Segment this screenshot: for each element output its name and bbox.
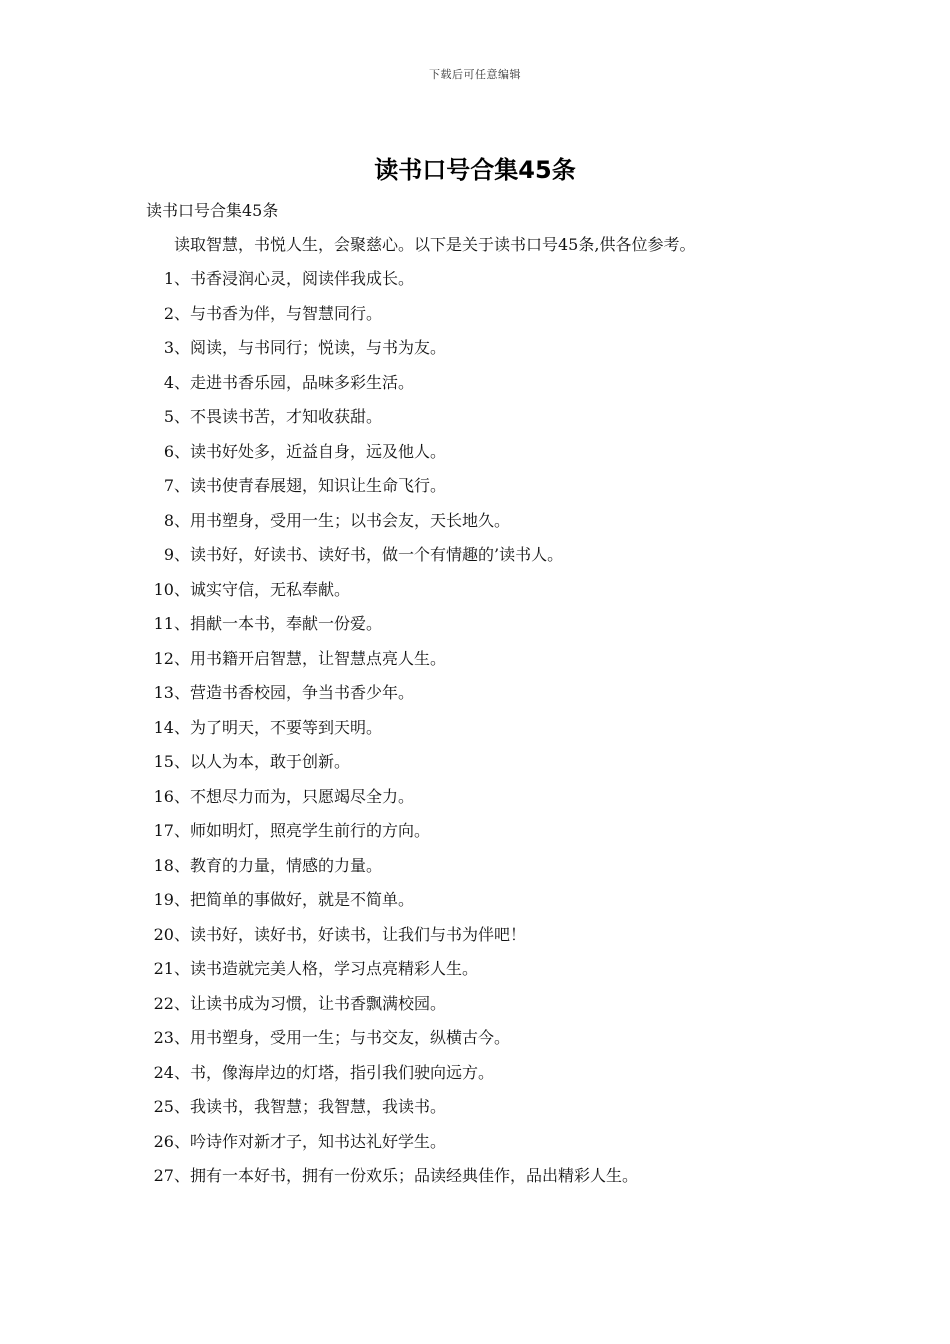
- slogan-item: [0, 647, 638, 682]
- slogan-text: 书，像海岸边的灯塔，指引我们驶向远方。: [190, 1062, 495, 1082]
- slogan-item: [0, 785, 638, 820]
- slogan-text: 不想尽力而为，只愿竭尽全力。: [190, 786, 415, 806]
- slogan-item: [0, 716, 638, 751]
- slogan-number: 15、: [153, 752, 190, 771]
- slogan-item: [0, 819, 638, 854]
- slogan-number: 27、: [153, 1166, 190, 1185]
- slogan-number: 13、: [153, 683, 190, 702]
- document-title: 读书口号合集45条: [374, 156, 576, 184]
- slogan-item: [0, 854, 638, 889]
- slogan-number: 21、: [153, 959, 190, 978]
- slogan-number: 7、: [163, 476, 190, 495]
- slogan-item: [0, 405, 638, 440]
- slogan-text: 捐献一本书，奉献一份爱。: [190, 614, 383, 633]
- slogan-item: [0, 1095, 638, 1130]
- slogan-number: 4、: [163, 372, 190, 392]
- slogan-number: 25、: [153, 1097, 190, 1116]
- slogan-item: [0, 302, 638, 337]
- slogan-number: 20、: [153, 924, 190, 944]
- slogan-list: [0, 267, 638, 1199]
- slogan-number: 1、: [163, 269, 190, 288]
- slogan-number: 12、: [153, 648, 190, 668]
- slogan-text: 以人为本，敢于创新。: [190, 752, 351, 771]
- slogan-number: 23、: [153, 1028, 190, 1047]
- slogan-text: 用书籍开启智慧，让智慧点亮人生。: [190, 648, 447, 668]
- slogan-item: [0, 1130, 638, 1165]
- slogan-text: 把简单的事做好，就是不简单。: [190, 890, 415, 909]
- document-subtitle: 读书口号合集45条: [146, 201, 279, 220]
- slogan-item: [0, 440, 638, 475]
- slogan-number: 19、: [153, 890, 190, 909]
- slogan-text: 营造书香校园，争当书香少年。: [190, 683, 415, 702]
- slogan-number: 14、: [153, 717, 190, 737]
- slogan-item: [0, 509, 638, 544]
- slogan-text: 师如明灯，照亮学生前行的方向。: [190, 821, 431, 840]
- slogan-text: 拥有一本好书，拥有一份欢乐；品读经典佳作，品出精彩人生。: [190, 1166, 639, 1185]
- slogan-item: [0, 681, 638, 716]
- slogan-item: [0, 992, 638, 1027]
- slogan-text: 我读书，我智慧；我智慧，我读书。: [190, 1097, 447, 1116]
- slogan-item: [0, 267, 638, 302]
- slogan-text: 不畏读书苦，才知收获甜。: [190, 407, 383, 426]
- slogan-item: [0, 1164, 638, 1199]
- slogan-text: 读书好，读好书，好读书，让我们与书为伴吧！: [190, 924, 527, 944]
- slogan-item: [0, 1026, 638, 1061]
- slogan-text: 教育的力量，情感的力量。: [190, 855, 383, 875]
- slogan-item: [0, 371, 638, 406]
- slogan-number: 11、: [153, 614, 190, 633]
- slogan-item: [0, 1061, 638, 1096]
- slogan-item: [0, 336, 638, 371]
- slogan-number: 3、: [163, 338, 190, 357]
- slogan-number: 9、: [163, 545, 190, 564]
- slogan-number: 16、: [153, 786, 190, 806]
- slogan-item: [0, 888, 638, 923]
- slogan-text: 用书塑身，受用一生；与书交友，纵横古今。: [190, 1028, 511, 1047]
- slogan-item: [0, 612, 638, 647]
- slogan-number: 8、: [163, 510, 190, 530]
- slogan-item: [0, 957, 638, 992]
- slogan-number: 26、: [153, 1131, 190, 1151]
- slogan-text: 读书好处多，近益自身，远及他人。: [190, 441, 447, 461]
- slogan-text: 走进书香乐园，品味多彩生活。: [190, 372, 415, 392]
- slogan-text: 读书好，好读书、读好书，做一个有情趣的’读书人。: [190, 545, 564, 564]
- slogan-number: 22、: [153, 993, 190, 1013]
- slogan-number: 24、: [153, 1062, 190, 1082]
- slogan-number: 5、: [163, 407, 190, 426]
- slogan-item: [0, 474, 638, 509]
- intro-paragraph: 读取智慧，书悦人生，会聚慈心。以下是关于读书口号45条,供各位参考。: [174, 235, 696, 254]
- slogan-text: 书香浸润心灵，阅读伴我成长。: [190, 269, 415, 288]
- slogan-number: 18、: [153, 855, 190, 875]
- header-note: 下载后可任意编辑: [429, 68, 521, 81]
- slogan-text: 读书使青春展翅，知识让生命飞行。: [190, 476, 447, 495]
- slogan-number: 6、: [163, 441, 190, 461]
- slogan-item: [0, 923, 638, 958]
- slogan-text: 与书香为伴，与智慧同行。: [190, 303, 383, 323]
- slogan-text: 读书造就完美人格，学习点亮精彩人生。: [190, 959, 479, 978]
- slogan-number: 2、: [163, 303, 190, 323]
- slogan-text: 吟诗作对新才子，知书达礼好学生。: [190, 1131, 447, 1151]
- slogan-text: 让读书成为习惯，让书香飘满校园。: [190, 993, 447, 1013]
- slogan-number: 17、: [153, 821, 190, 840]
- slogan-text: 为了明天，不要等到天明。: [190, 717, 383, 737]
- slogan-number: 10、: [153, 579, 190, 599]
- slogan-text: 用书塑身，受用一生；以书会友，天长地久。: [190, 510, 511, 530]
- slogan-item: [0, 578, 638, 613]
- slogan-text: 诚实守信，无私奉献。: [190, 579, 351, 599]
- slogan-text: 阅读，与书同行；悦读，与书为友。: [190, 338, 447, 357]
- slogan-item: [0, 750, 638, 785]
- slogan-item: [0, 543, 638, 578]
